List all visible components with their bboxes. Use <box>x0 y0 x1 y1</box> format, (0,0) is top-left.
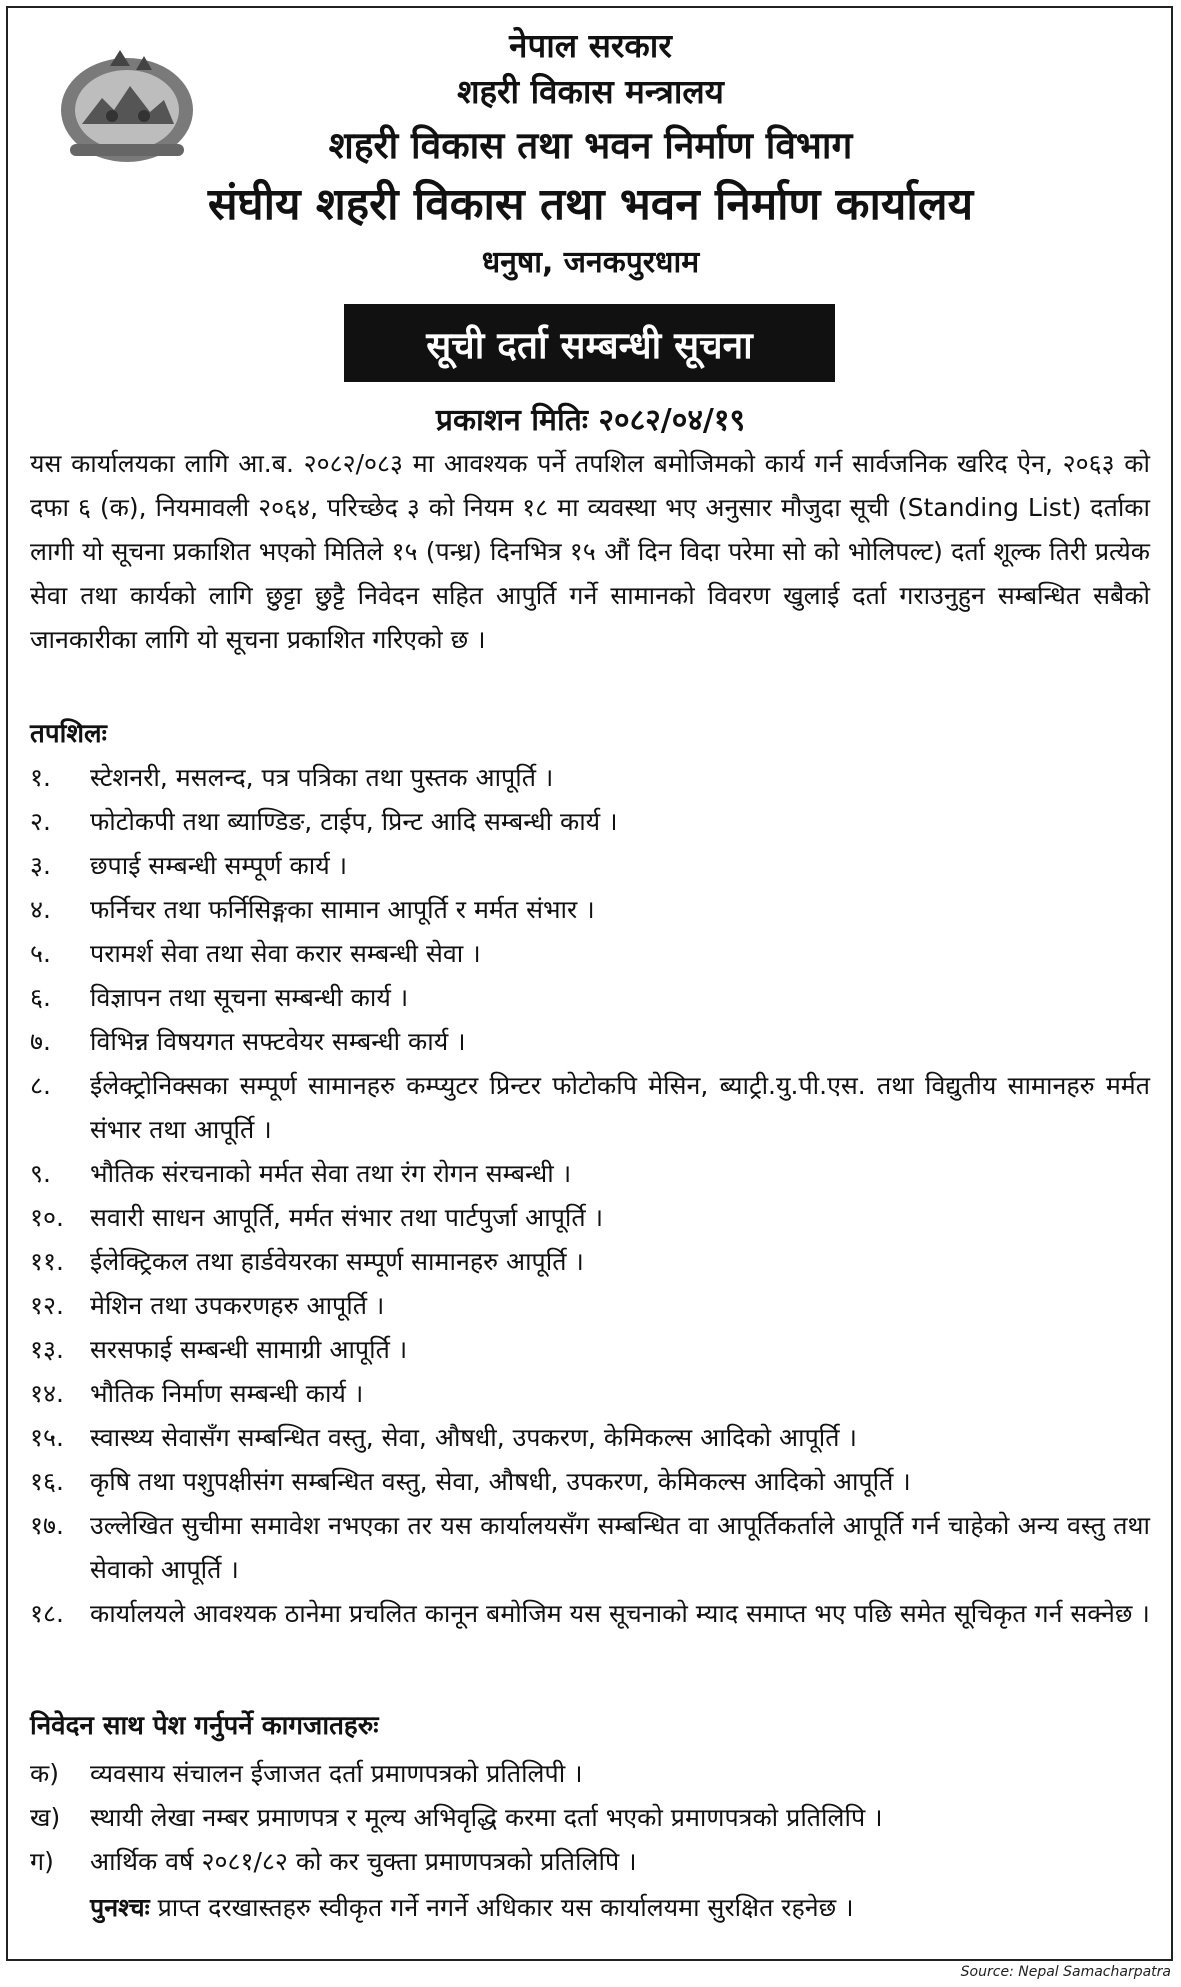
item-number: १७. <box>30 1511 64 1540</box>
source-credit: Source: Nepal Samacharpatra <box>960 1964 1171 1980</box>
item-text: उल्लेखित सुचीमा समावेश नभएका तर यस कार्यालयसँग सम्बन्धित वा आपूर्तिकर्ताले आपूर्ति गर्न चाहेको अन्य वस्तु तथा सेवाको आपूर्ति । <box>90 1511 1150 1584</box>
item-text: कृषि तथा पशुपक्षीसंग सम्बन्धित वस्तु, सेवा, औषधी, उपकरण, केमिकल्स आदिको आपूर्ति । <box>90 1467 911 1496</box>
doc-text: आर्थिक वर्ष २०८१/८२ को कर चुक्ता प्रमाणपत्रको प्रतिलिपि । <box>90 1847 637 1876</box>
list-item <box>30 800 1150 844</box>
list-item <box>30 1752 1150 1796</box>
header-office: संघीय शहरी विकास तथा भवन निर्माण कार्यालय <box>207 179 974 230</box>
list-item <box>30 888 1150 932</box>
list-item <box>30 1592 1150 1636</box>
list-item <box>30 1064 1150 1152</box>
item-text: मेशिन तथा उपकरणहरु आपूर्ति । <box>90 1291 385 1320</box>
service-list <box>30 756 1150 1636</box>
list-item <box>30 1328 1150 1372</box>
item-text: विभिन्न विषयगत सफ्टवेयर सम्बन्धी कार्य । <box>90 1027 466 1056</box>
doc-letter: ग) <box>30 1847 54 1876</box>
header-location: धनुषा, जनकपुरधाम <box>481 245 700 280</box>
required-documents-list <box>30 1752 1150 1884</box>
item-text: स्वास्थ्य सेवासँग सम्बन्धित वस्तु, सेवा, औषधी, उपकरण, केमिकल्स आदिको आपूर्ति । <box>90 1423 857 1452</box>
list-item <box>30 932 1150 976</box>
item-number: १३. <box>30 1335 64 1364</box>
list-item <box>30 1372 1150 1416</box>
list-item <box>30 1460 1150 1504</box>
footnote <box>90 1886 854 1930</box>
item-number: ६. <box>30 983 51 1012</box>
list-item <box>30 1152 1150 1196</box>
tapashil-heading: तपशिलः <box>30 719 107 749</box>
intro-paragraph: यस कार्यालयका लागि आ.ब. २०८२/०८३ मा आवश्यक पर्ने तपशिल बमोजिमको कार्य गर्न सार्वजनिक खरिद ऐन, २०६३ को दफा ६ (क), नियमावली २०६४, परिच्छेद ३ को नियम १८ मा व्यवस्था भए अनुसार मौजुदा सूची (Standing List) दर्ताका लागी यो सूचना प्रकाशित भएको मितिले १५ (पन्ध्र) दिनभित्र १५ औं दिन विदा परेमा सो को भोलिपल्ट) दर्ता शूल्क तिरी प्रत्येक सेवा तथा कार्यको लागि छुट्टा छुट्टै निवेदन सहित आपुर्ति गर्ने सामानको विवरण खुलाई दर्ता गराउनुहुन सम्बन्धित सबैको जानकारीका लागि यो सूचना प्रकाशित गरिएको छ । <box>30 449 1150 654</box>
item-text: फोटोकपी तथा ब्याण्डिङ, टाईप, प्रिन्ट आदि सम्बन्धी कार्य । <box>90 807 618 836</box>
item-text: ईलेक्ट्रोनिक्सका सम्पूर्ण सामानहरु कम्प्युटर प्रिन्टर फोटोकपि मेसिन, ब्याट्री.यु.पी.एस. तथा विद्युतीय सामानहरु मर्मत संभार तथा आपूर्ति । <box>90 1071 1150 1144</box>
item-text: सवारी साधन आपूर्ति, मर्मत संभार तथा पार्टपुर्जा आपूर्ति । <box>90 1203 604 1232</box>
item-number: ९. <box>30 1159 51 1188</box>
item-text: परामर्श सेवा तथा सेवा करार सम्बन्धी सेवा । <box>90 939 481 968</box>
item-text: स्टेशनरी, मसलन्द, पत्र पत्रिका तथा पुस्तक आपूर्ति । <box>90 763 554 792</box>
publication-date: प्रकाशन मितिः २०८२/०४/१९ <box>435 403 746 438</box>
list-item <box>30 1504 1150 1592</box>
footnote-label: पुनश्चः <box>90 1893 150 1922</box>
list-item <box>30 756 1150 800</box>
item-text: भौतिक निर्माण सम्बन्धी कार्य । <box>90 1379 364 1408</box>
list-item <box>30 844 1150 888</box>
list-item <box>30 976 1150 1020</box>
doc-letter: ख) <box>30 1803 61 1832</box>
item-text: फर्निचर तथा फर्निसिङ्गका सामान आपूर्ति र मर्मत संभार । <box>90 895 595 924</box>
item-text: कार्यालयले आवश्यक ठानेमा प्रचलित कानून बमोजिम यस सूचनाको म्याद समाप्त भए पछि समेत सूचिकृत गर्न सक्नेछ । <box>90 1599 1150 1628</box>
item-number: ७. <box>30 1027 51 1056</box>
item-text: भौतिक संरचनाको मर्मत सेवा तथा रंग रोगन सम्बन्धी । <box>90 1159 572 1188</box>
item-number: ११. <box>30 1247 64 1276</box>
item-text: सरसफाई सम्बन्धी सामाग्री आपूर्ति । <box>90 1335 408 1364</box>
item-number: १४. <box>30 1379 64 1408</box>
item-number: ४. <box>30 895 51 924</box>
notice-title: सूची दर्ता सम्बन्धी सूचना <box>344 304 835 382</box>
list-item <box>30 1840 1150 1884</box>
item-text: छपाई सम्बन्धी सम्पूर्ण कार्य । <box>90 851 348 880</box>
item-number: ५. <box>30 939 51 968</box>
list-item <box>30 1416 1150 1460</box>
list-item <box>30 1796 1150 1840</box>
doc-text: व्यवसाय संचालन ईजाजत दर्ता प्रमाणपत्रको प्रतिलिपी । <box>90 1759 583 1788</box>
list-item <box>30 1240 1150 1284</box>
item-number: १५. <box>30 1423 64 1452</box>
item-number: १२. <box>30 1291 64 1320</box>
list-item <box>30 1196 1150 1240</box>
header-government: नेपाल सरकार <box>509 26 672 65</box>
item-number: ३. <box>30 851 51 880</box>
doc-letter: क) <box>30 1759 59 1788</box>
item-number: १८. <box>30 1599 64 1628</box>
header-ministry: शहरी विकास मन्त्रालय <box>457 72 724 111</box>
header-department: शहरी विकास तथा भवन निर्माण विभाग <box>328 124 853 167</box>
doc-text: स्थायी लेखा नम्बर प्रमाणपत्र र मूल्य अभिवृद्धि करमा दर्ता भएको प्रमाणपत्रको प्रतिलिपि । <box>90 1803 883 1832</box>
item-text: विज्ञापन तथा सूचना सम्बन्धी कार्य । <box>90 983 409 1012</box>
list-item <box>30 1284 1150 1328</box>
footnote-text: प्राप्त दरखास्तहरु स्वीकृत गर्ने नगर्ने अधिकार यस कार्यालयमा सुरक्षित रहनेछ । <box>149 1893 854 1922</box>
item-number: २. <box>30 807 51 836</box>
item-text: ईलेक्ट्रिकल तथा हार्डवेयरका सम्पूर्ण सामानहरु आपूर्ति । <box>90 1247 584 1276</box>
item-number: १०. <box>30 1203 64 1232</box>
item-number: ८. <box>30 1071 51 1100</box>
item-number: १. <box>30 763 51 792</box>
list-item <box>30 1020 1150 1064</box>
item-number: १६. <box>30 1467 64 1496</box>
required-documents-heading: निवेदन साथ पेश गर्नुपर्ने कागजातहरुः <box>30 1711 379 1741</box>
